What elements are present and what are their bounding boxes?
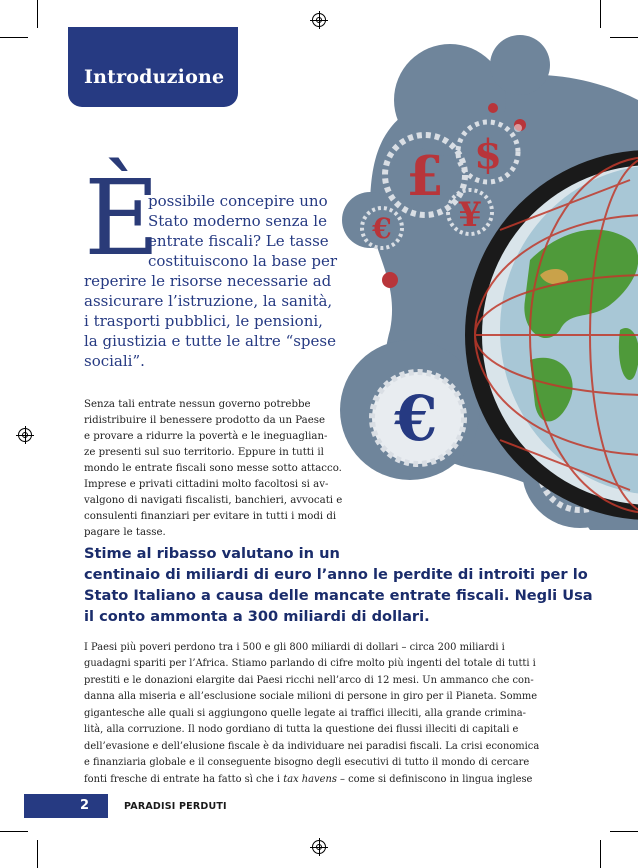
text-line: e provare a ridurre la povertà e le ineguaglian- [84, 431, 328, 442]
crop-mark [0, 831, 28, 832]
registration-mark-icon [312, 13, 326, 27]
text-line: valgono di navigati fiscalisti, banchieri, avvocati e [84, 495, 343, 506]
text-line: e finanziaria globale e il conseguente bisogno degli esecutivi di tutto il mondo di cercare [84, 757, 530, 768]
background-blob [490, 35, 550, 95]
text-line: mondo le entrate fiscali sono messe sotto attacco. [84, 463, 342, 474]
text-line: Senza tali entrate nessun governo potrebbe [84, 399, 311, 410]
lead-line: entrate fiscali? Le tasse [148, 232, 329, 250]
dollar-icon: $ [474, 131, 502, 178]
lead-line: assicurare l’istruzione, la sanità, [84, 292, 333, 310]
crop-mark [37, 0, 38, 28]
pound-icon: £ [406, 144, 444, 208]
publication-title: PARADISI PERDUTI [124, 801, 227, 812]
highlight-line: il conto ammonta a 300 miliardi di dollari. [84, 608, 430, 625]
text-span: fonti fresche di entrate ha fatto sì che i [84, 774, 284, 785]
euro-icon: € [394, 382, 438, 455]
text-line: prestiti e le donazioni elargite dai Paesi ricchi nell’arco di 12 mesi. Un ammanco che con- [84, 675, 534, 686]
lead-line: possibile concepire uno [148, 192, 328, 210]
footer-bar [24, 794, 108, 818]
globe-currency-illustration [330, 30, 638, 530]
text-line [84, 772, 532, 789]
lead-line: reperire le risorse necessarie ad [84, 272, 332, 290]
lead-line: sociali”. [84, 352, 145, 370]
lead-line: la giustizia e tutte le altre “spese [84, 332, 336, 350]
text-line: Imprese e privati cittadini molto facoltosi si av- [84, 479, 329, 490]
text-line: guadagni spariti per l’Africa. Stiamo parlando di cifre molto più ingenti del totale di tutti i [84, 658, 536, 669]
drop-cap: È [84, 157, 160, 279]
text-line: ridistribuire il benessere prodotto da un Paese [84, 415, 326, 426]
text-span: – come si definiscono in lingua inglese [336, 774, 533, 785]
text-line: pagare le tasse. [84, 527, 166, 538]
section-title: Introduzione [84, 66, 225, 88]
crop-mark [600, 840, 601, 868]
tax-havens-term: tax havens [283, 774, 337, 785]
highlight-line: Stime al ribasso valutano in un [84, 545, 340, 562]
lead-line: i trasporti pubblici, le pensioni, [84, 312, 323, 330]
text-line: consulenti finanziari per evitare in tutti i modi di [84, 511, 337, 522]
registration-mark-icon [312, 840, 326, 854]
highlight-line: centinaio di miliardi di euro l’anno le perdite di introiti per lo [84, 566, 588, 583]
highlight-line: Stato Italiano a causa delle mancate entrate fiscali. Negli Usa [84, 587, 593, 604]
text-line: ze presenti sul suo territorio. Eppure in tutti il [84, 447, 324, 458]
crop-mark [600, 0, 601, 28]
text-line: dell’evasione e dell’elusione fiscale è da individuare nei paradisi fiscali. La crisi economica [84, 741, 540, 752]
crop-mark [0, 37, 28, 38]
text-line: gigantesche alle quali si aggiungono quelle legate ai traffici illeciti, alla grande crimina- [84, 708, 526, 719]
text-line: danna alla miseria e all’esclusione sociale milioni di persone in giro per il Pianeta. Somme [84, 691, 538, 702]
registration-mark-icon [18, 428, 32, 442]
text-line: lità, alla corruzione. Il nodo gordiano di tutta la questione dei flussi illeciti di capitali e [84, 724, 519, 735]
euro-icon: € [372, 212, 392, 245]
crop-mark [37, 840, 38, 868]
text-line: I Paesi più poveri perdono tra i 500 e gli 800 miliardi di dollari – circa 200 miliardi i [84, 642, 505, 653]
yen-icon: ¥ [458, 195, 482, 235]
lead-line: costituiscono la base per [148, 252, 338, 270]
crop-mark [610, 831, 638, 832]
lead-line: Stato moderno senza le [148, 212, 327, 230]
page-number: 2 [80, 798, 90, 813]
